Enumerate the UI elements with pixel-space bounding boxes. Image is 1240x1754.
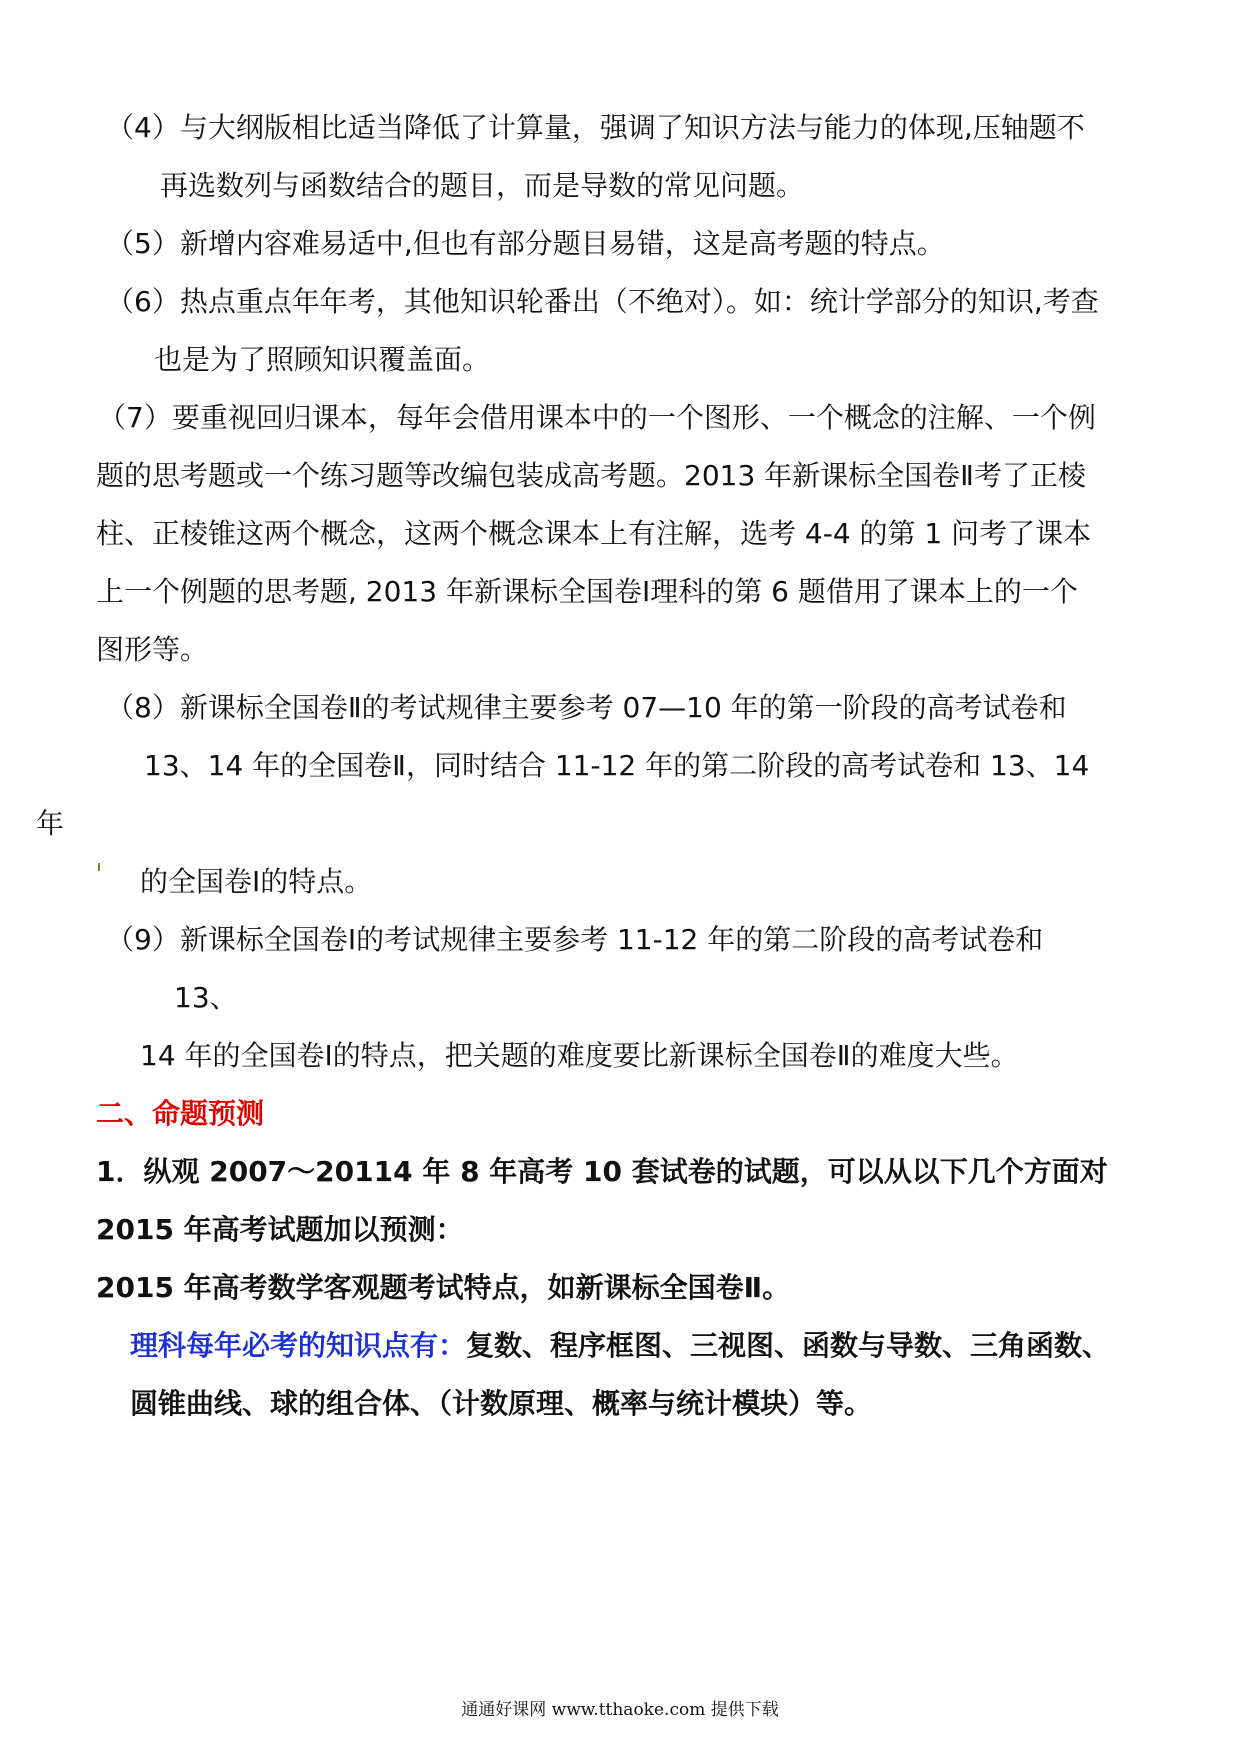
required-topics-label: 理科每年必考的知识点有： bbox=[130, 1329, 467, 1362]
page-footer: 通通好课网 www.tthaoke.com 提供下载 bbox=[461, 1700, 779, 1720]
paragraph-7-line-4: 上一个例题的思考题, 2013 年新课标全国卷Ⅰ理科的第 6 题借用了课本上的一个 bbox=[96, 575, 1078, 608]
item-1-line-1: 1．纵观 2007～20114 年 8 年高考 10 套试卷的试题，可以从以下几个方面对 bbox=[96, 1155, 1108, 1188]
paragraph-4-line-1: （4）与大纲版相比适当降低了计算量，强调了知识方法与能力的体现,压轴题不 bbox=[106, 111, 1085, 144]
paragraph-7-line-2: 题的思考题或一个练习题等改编包装成高考题。2013 年新课标全国卷Ⅱ考了正棱 bbox=[96, 459, 1086, 492]
objective-features-line: 2015 年高考数学客观题考试特点，如新课标全国卷Ⅱ。 bbox=[96, 1271, 791, 1304]
paragraph-8-line-1: （8）新课标全国卷Ⅱ的考试规律主要参考 07—10 年的第一阶段的高考试卷和 bbox=[106, 691, 1067, 724]
paragraph-7-line-1: （7）要重视回归课本，每年会借用课本中的一个图形、一个概念的注解、一个例 bbox=[98, 401, 1096, 434]
stray-mark bbox=[98, 863, 100, 871]
paragraph-8-line-3: 年 bbox=[36, 807, 65, 840]
paragraph-8-line-2: 13、14 年的全国卷Ⅱ，同时结合 11-12 年的第二阶段的高考试卷和 13、14 bbox=[144, 749, 1090, 782]
required-topics-line-2: 圆锥曲线、球的组合体、（计数原理、概率与统计模块）等。 bbox=[130, 1387, 873, 1420]
paragraph-8-line-4: 的全国卷Ⅰ的特点。 bbox=[140, 865, 373, 898]
paragraph-7-line-5: 图形等。 bbox=[96, 633, 209, 666]
paragraph-9-line-1: （9）新课标全国卷Ⅰ的考试规律主要参考 11-12 年的第二阶段的高考试卷和 bbox=[106, 923, 1044, 956]
paragraph-7-line-3: 柱、正棱锥这两个概念，这两个概念课本上有注解，选考 4-4 的第 1 问考了课本 bbox=[96, 517, 1092, 550]
paragraph-4-line-2: 再选数列与函数结合的题目，而是导数的常见问题。 bbox=[160, 169, 805, 202]
paragraph-6-line-1: （6）热点重点年年考，其他知识轮番出（不绝对）。如：统计学部分的知识,考查 bbox=[106, 285, 1099, 318]
required-topics-line-1 bbox=[130, 1326, 1110, 1366]
item-1-line-2: 2015 年高考试题加以预测： bbox=[96, 1213, 464, 1246]
paragraph-6-line-2: 也是为了照顾知识覆盖面。 bbox=[154, 343, 491, 376]
paragraph-9-line-3: 14 年的全国卷Ⅰ的特点，把关题的难度要比新课标全国卷Ⅱ的难度大些。 bbox=[140, 1039, 1019, 1072]
paragraph-5: （5）新增内容难易适中,但也有部分题目易错，这是高考题的特点。 bbox=[106, 227, 945, 260]
paragraph-9-line-2: 13、 bbox=[174, 981, 238, 1014]
required-topics-list: 复数、程序框图、三视图、函数与导数、三角函数、 bbox=[466, 1329, 1111, 1362]
section-heading-prediction: 二、命题预测 bbox=[96, 1097, 265, 1130]
